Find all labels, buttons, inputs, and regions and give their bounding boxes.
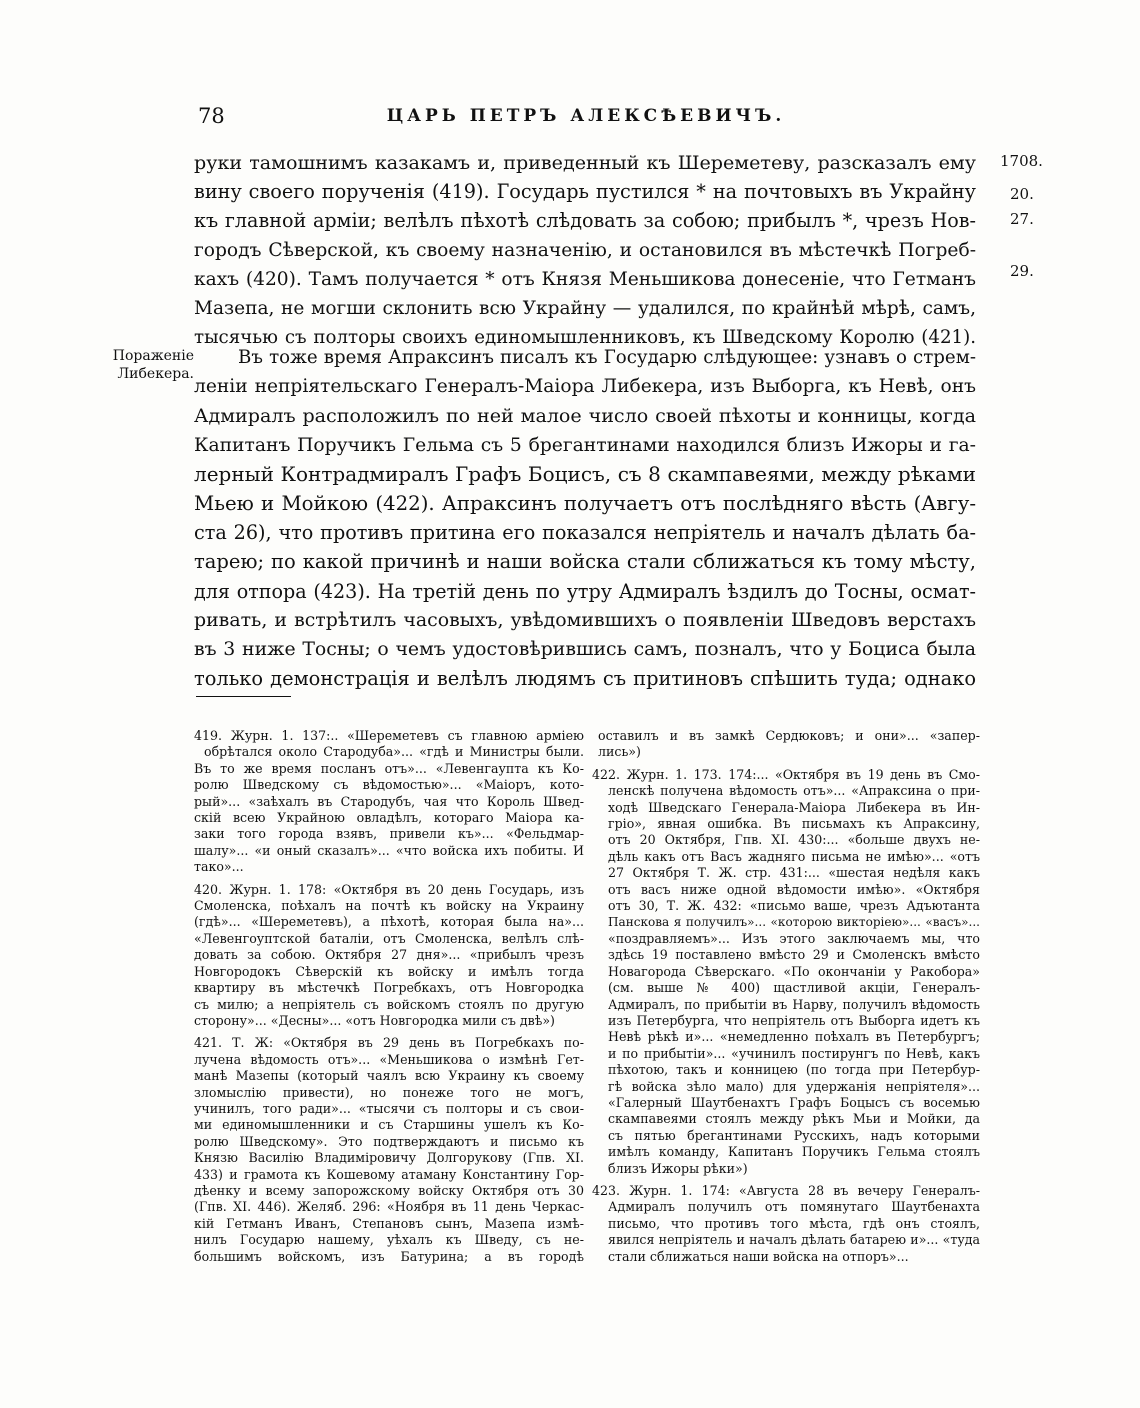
note-line: Адмиралъ получилъ отъ помянутаго Шаутбенахта <box>608 1199 980 1215</box>
footnote-420 <box>194 882 584 1030</box>
margin-date: 29. <box>1010 262 1034 280</box>
note-line: (см. выше № 400) щастливой акціи, Генералъ- <box>608 980 980 996</box>
note-line: и по прибытіи»... «учинилъ постирунгъ по Невѣ, какъ <box>608 1045 980 1061</box>
text-line: ривать, и встрѣтилъ часовыхъ, увѣдомившихъ о появленіи Шведовъ верстахъ <box>194 608 976 631</box>
note-line: лись») <box>598 744 641 760</box>
note-line: обрѣтался около Стародуба»... «гдѣ и Министры были. <box>204 744 584 760</box>
note-line: здѣсь 19 поставлено вмѣсто 29 и Смоленскъ вмѣсто <box>608 947 980 963</box>
text-line: для отпора (423). На третій день по утру Адмиралъ ѣздилъ до Тосны, осмат- <box>194 579 976 603</box>
note-line: кій Гетманъ Иванъ, Степановъ сынъ, Мазепа измѣ- <box>194 1215 584 1231</box>
text-line: Капитанъ Поручикъ Гельма съ 5 брегантинами находился близъ Ижоры и га- <box>194 434 976 456</box>
note-line: (Гпв. XI. 446). Желяб. 296: «Ноября въ 11 день Черкас- <box>194 1199 584 1215</box>
footnote-419 <box>194 728 584 876</box>
note-line: квартиру въ мѣстечкѣ Погребкахъ, отъ Новгородка <box>194 980 584 996</box>
note-line: Новагорода Сѣверскаго. «По окончаніи у Ракобора» <box>608 963 980 979</box>
margin-date: 20. <box>1010 185 1034 203</box>
note-line: зломыслію привести), но понеже того не могъ, <box>194 1084 584 1100</box>
note-line: 27 Октября Т. Ж. стр. 431:... «шестая недѣля какъ <box>608 865 980 881</box>
text-line: только демонстрація и велѣлъ людямъ съ притиновъ спѣшить туда; однако <box>194 667 976 691</box>
note-line: заки того города взявъ, привели къ»... «Фельдмар- <box>194 826 584 842</box>
note-line: гріо», явная ошибка. Въ письмахъ къ Апраксину, <box>608 816 980 832</box>
note-line: 422. Журн. 1. 173. 174:... «Октября въ 19 день въ Смо- <box>592 766 980 782</box>
note-line: ходѣ Шведскаго Генерала-Маіора Либекера въ Ин- <box>608 799 980 815</box>
note-line: скій всею Украйною овладѣлъ, котораго Маіора ка- <box>194 810 584 826</box>
text-line: кахъ (420). Тамъ получается * отъ Князя Меньшикова донесеніе, что Гетманъ <box>194 268 976 290</box>
note-line: Адмиралъ, по прибытіи въ Нарву, получилъ вѣдомость <box>608 996 980 1012</box>
footnotes-right-column <box>592 728 980 1271</box>
margin-date: 27. <box>1010 210 1034 228</box>
note-line: ми единомышленники и съ Старшины ушелъ къ Ко- <box>194 1117 584 1133</box>
text-line: Адмиралъ расположилъ по ней малое число своей пѣхоты и конницы, когда <box>194 404 976 428</box>
note-line: отъ 20 Октября, Гпв. XI. 430:... «больше двухъ не- <box>608 832 980 848</box>
margin-year: 1708. <box>1000 152 1043 170</box>
note-line: учинилъ, того ради»... «тысячи съ полторы и съ свои- <box>194 1100 584 1116</box>
note-line: съ пятью брегантинами Русскихъ, надъ которыми <box>608 1127 980 1143</box>
note-line: ленскѣ получена вѣдомость отъ»... «Апраксина о при- <box>608 783 980 799</box>
note-line: ролю Шведскому съ вѣдомостью»... «Маіоръ, кото- <box>194 777 584 793</box>
note-line: близъ Ижоры рѣки») <box>608 1160 748 1176</box>
note-line: Панскова я получилъ»... «которою викторіею»... «васъ»... <box>608 915 980 930</box>
text-line: Мазепа, не могши склонить всю Украйну — удалился, по крайнѣй мѣрѣ, самъ, <box>194 297 976 319</box>
note-line: 419. Журн. 1. 137:.. «Шереметевъ съ главною арміею <box>194 728 584 743</box>
note-line: (гдѣ»... «Шереметевъ), а пѣхотѣ, которая была на»... <box>194 914 584 930</box>
footnote-422 <box>592 767 980 1177</box>
footnotes-left-column <box>194 728 584 1271</box>
note-line: отъ васъ ниже одной вѣдомости имѣю». «Октября <box>608 881 980 897</box>
text-line: къ главной арміи; велѣлъ пѣхотѣ слѣдовать за собою; прибылъ *, чрезъ Нов- <box>194 209 976 233</box>
text-line: вину своего порученія (419). Государь пустился * на почтовыхъ въ Украйну <box>194 180 976 204</box>
note-line: нилъ Государю нашему, уѣхалъ къ Шведу, съ не- <box>194 1232 584 1248</box>
text-line: лерный Контрадмиралъ Графъ Боцисъ, съ 8 скампавеями, между рѣками <box>194 461 976 486</box>
note-line: рый»... «заѣхалъ въ Стародубъ, чая что Король Швед- <box>194 793 584 809</box>
note-line: письмо, что противъ того мѣста, гдѣ онъ стоялъ, <box>608 1215 980 1231</box>
note-line: гѣ войска зѣло мало) для удержанія непріятеля»... <box>608 1078 980 1094</box>
note-line: пѣхотою, такъ и конницею (по тогда при Петербур- <box>608 1062 980 1078</box>
text-line: Мьею и Мойкою (422). Апраксинъ получаетъ отъ послѣдняго вѣсть (Авгу- <box>194 491 976 515</box>
footnote-rule <box>196 696 291 697</box>
footnote-421 <box>194 1035 584 1265</box>
note-line: дѣенку и всему запорожскому войску Октября отъ 30 <box>194 1182 584 1198</box>
note-line: сторону»... «Десны»... «отъ Новгородка мили съ двѣ») <box>194 1012 555 1028</box>
margin-heading: Пораженіе Либекера. <box>112 348 194 382</box>
note-line: 421. Т. Ж: «Октября въ 29 день въ Погребкахъ по- <box>194 1035 584 1051</box>
text-line: руки тамошнимъ казакамъ и, приведенный къ Шереметеву, разсказалъ ему <box>194 151 976 174</box>
main-paragraph-1 <box>194 148 976 352</box>
note-line: отъ 30, Т. Ж. 432: «письмо ваше, чрезъ Адъютанта <box>608 898 980 914</box>
text-line: тысячью съ полторы своихъ единомышленниковъ, къ Шведскому Королю (421). <box>194 327 976 349</box>
note-line: ролю Шведскому». Это подтверждаютъ и письмо къ <box>194 1133 584 1149</box>
footnote-421-continued <box>598 728 980 761</box>
note-line: Смоленска, поѣхалъ на почтѣ къ войску на Украину <box>194 898 584 914</box>
text-line: леніи непріятельскаго Генералъ-Маіора Либекера, изъ Выборга, къ Невѣ, онъ <box>194 376 976 398</box>
note-line: «поздравляемъ»... Изъ этого заключаемъ мы, что <box>608 930 980 946</box>
text-line: Въ тоже время Апраксинъ писалъ къ Государю слѣдующее: узнавъ о стрем- <box>238 347 976 368</box>
note-line: съ милю; а непріятель съ войскомъ стоялъ по другую <box>194 996 584 1012</box>
page-header <box>196 104 976 136</box>
footnote-423 <box>592 1183 980 1265</box>
note-line: Въ то же время посланъ отъ»... «Левенгаупта къ Ко- <box>194 760 584 776</box>
note-line: довать за собою. Октября 27 дня»... «прибылъ чрезъ <box>194 947 584 963</box>
note-line: стали сближаться наши войска на отпоръ»... <box>608 1248 909 1264</box>
text-line: въ 3 ниже Тосны; о чемъ удостовѣрившись самъ, позналъ, что у Боциса была <box>194 638 976 660</box>
note-line: шалу»... «и оный сказалъ»... «что войска ихъ побиты. И тако»... <box>194 842 584 875</box>
note-line: манѣ Мазепы (который чаялъ всю Украину къ своему <box>194 1068 584 1084</box>
running-title: ЦАРЬ ПЕТРЪ АЛЕКСѢЕВИЧЪ. <box>386 106 786 126</box>
note-line: «Левенгоуптской баталіи, отъ Смоленска, велѣлъ слѣ- <box>194 930 584 946</box>
note-line: имѣлъ команду, Капитанъ Поручикъ Гельма стоялъ <box>608 1144 980 1160</box>
text-line: тарею; по какой причинѣ и наши войска стали сближаться къ тому мѣсту, <box>194 550 976 574</box>
note-line: Новгородокъ Сѣверскій къ войску и имѣлъ тогда <box>194 963 584 979</box>
note-line: оставилъ и въ замкѣ Сердюковъ; и они»... «запер- <box>598 728 980 743</box>
note-line: дѣль какъ отъ Васъ жадняго письма не имѣю»... «отъ <box>608 848 980 864</box>
note-line: Невѣ рѣкѣ и»... «немедленно поѣхалъ въ Петербургъ; <box>608 1029 980 1045</box>
note-line: 433) и грамота къ Кошевому атаману Константину Гор- <box>194 1166 584 1182</box>
text-line: ста 26), что противъ притина его показался непріятель и началъ дѣлать ба- <box>194 521 976 545</box>
note-line: явился непріятель и началъ дѣлать батарею и»... «туда <box>608 1232 980 1248</box>
note-line: 420. Журн. 1. 178: «Октября въ 20 день Государь, изъ <box>194 881 584 897</box>
note-line: большимъ войскомъ, изъ Батурина; а въ городѣ <box>194 1248 584 1264</box>
note-line: «Галерный Шаутбенахтъ Графъ Боцысъ съ восемью <box>608 1094 980 1110</box>
note-line: 423. Журн. 1. 174: «Августа 28 въ вечеру Генералъ- <box>592 1182 980 1198</box>
note-line: лучена вѣдомость отъ»... «Меньшикова о измѣнѣ Гет- <box>194 1051 584 1067</box>
text-line: городъ Сѣверской, къ своему назначенію, и остановился въ мѣстечкѣ Погреб- <box>194 239 976 261</box>
main-paragraph-2 <box>194 343 976 693</box>
note-line: скампавеями стоялъ между рѣкъ Мьи и Мойки, да <box>608 1111 980 1127</box>
page-number: 78 <box>198 104 225 128</box>
note-line: изъ Петербурга, что непріятель отъ Выборга идетъ къ <box>608 1012 980 1028</box>
note-line: Князю Василію Владиміровичу Долгорукову (Гпв. XI. <box>194 1150 584 1166</box>
